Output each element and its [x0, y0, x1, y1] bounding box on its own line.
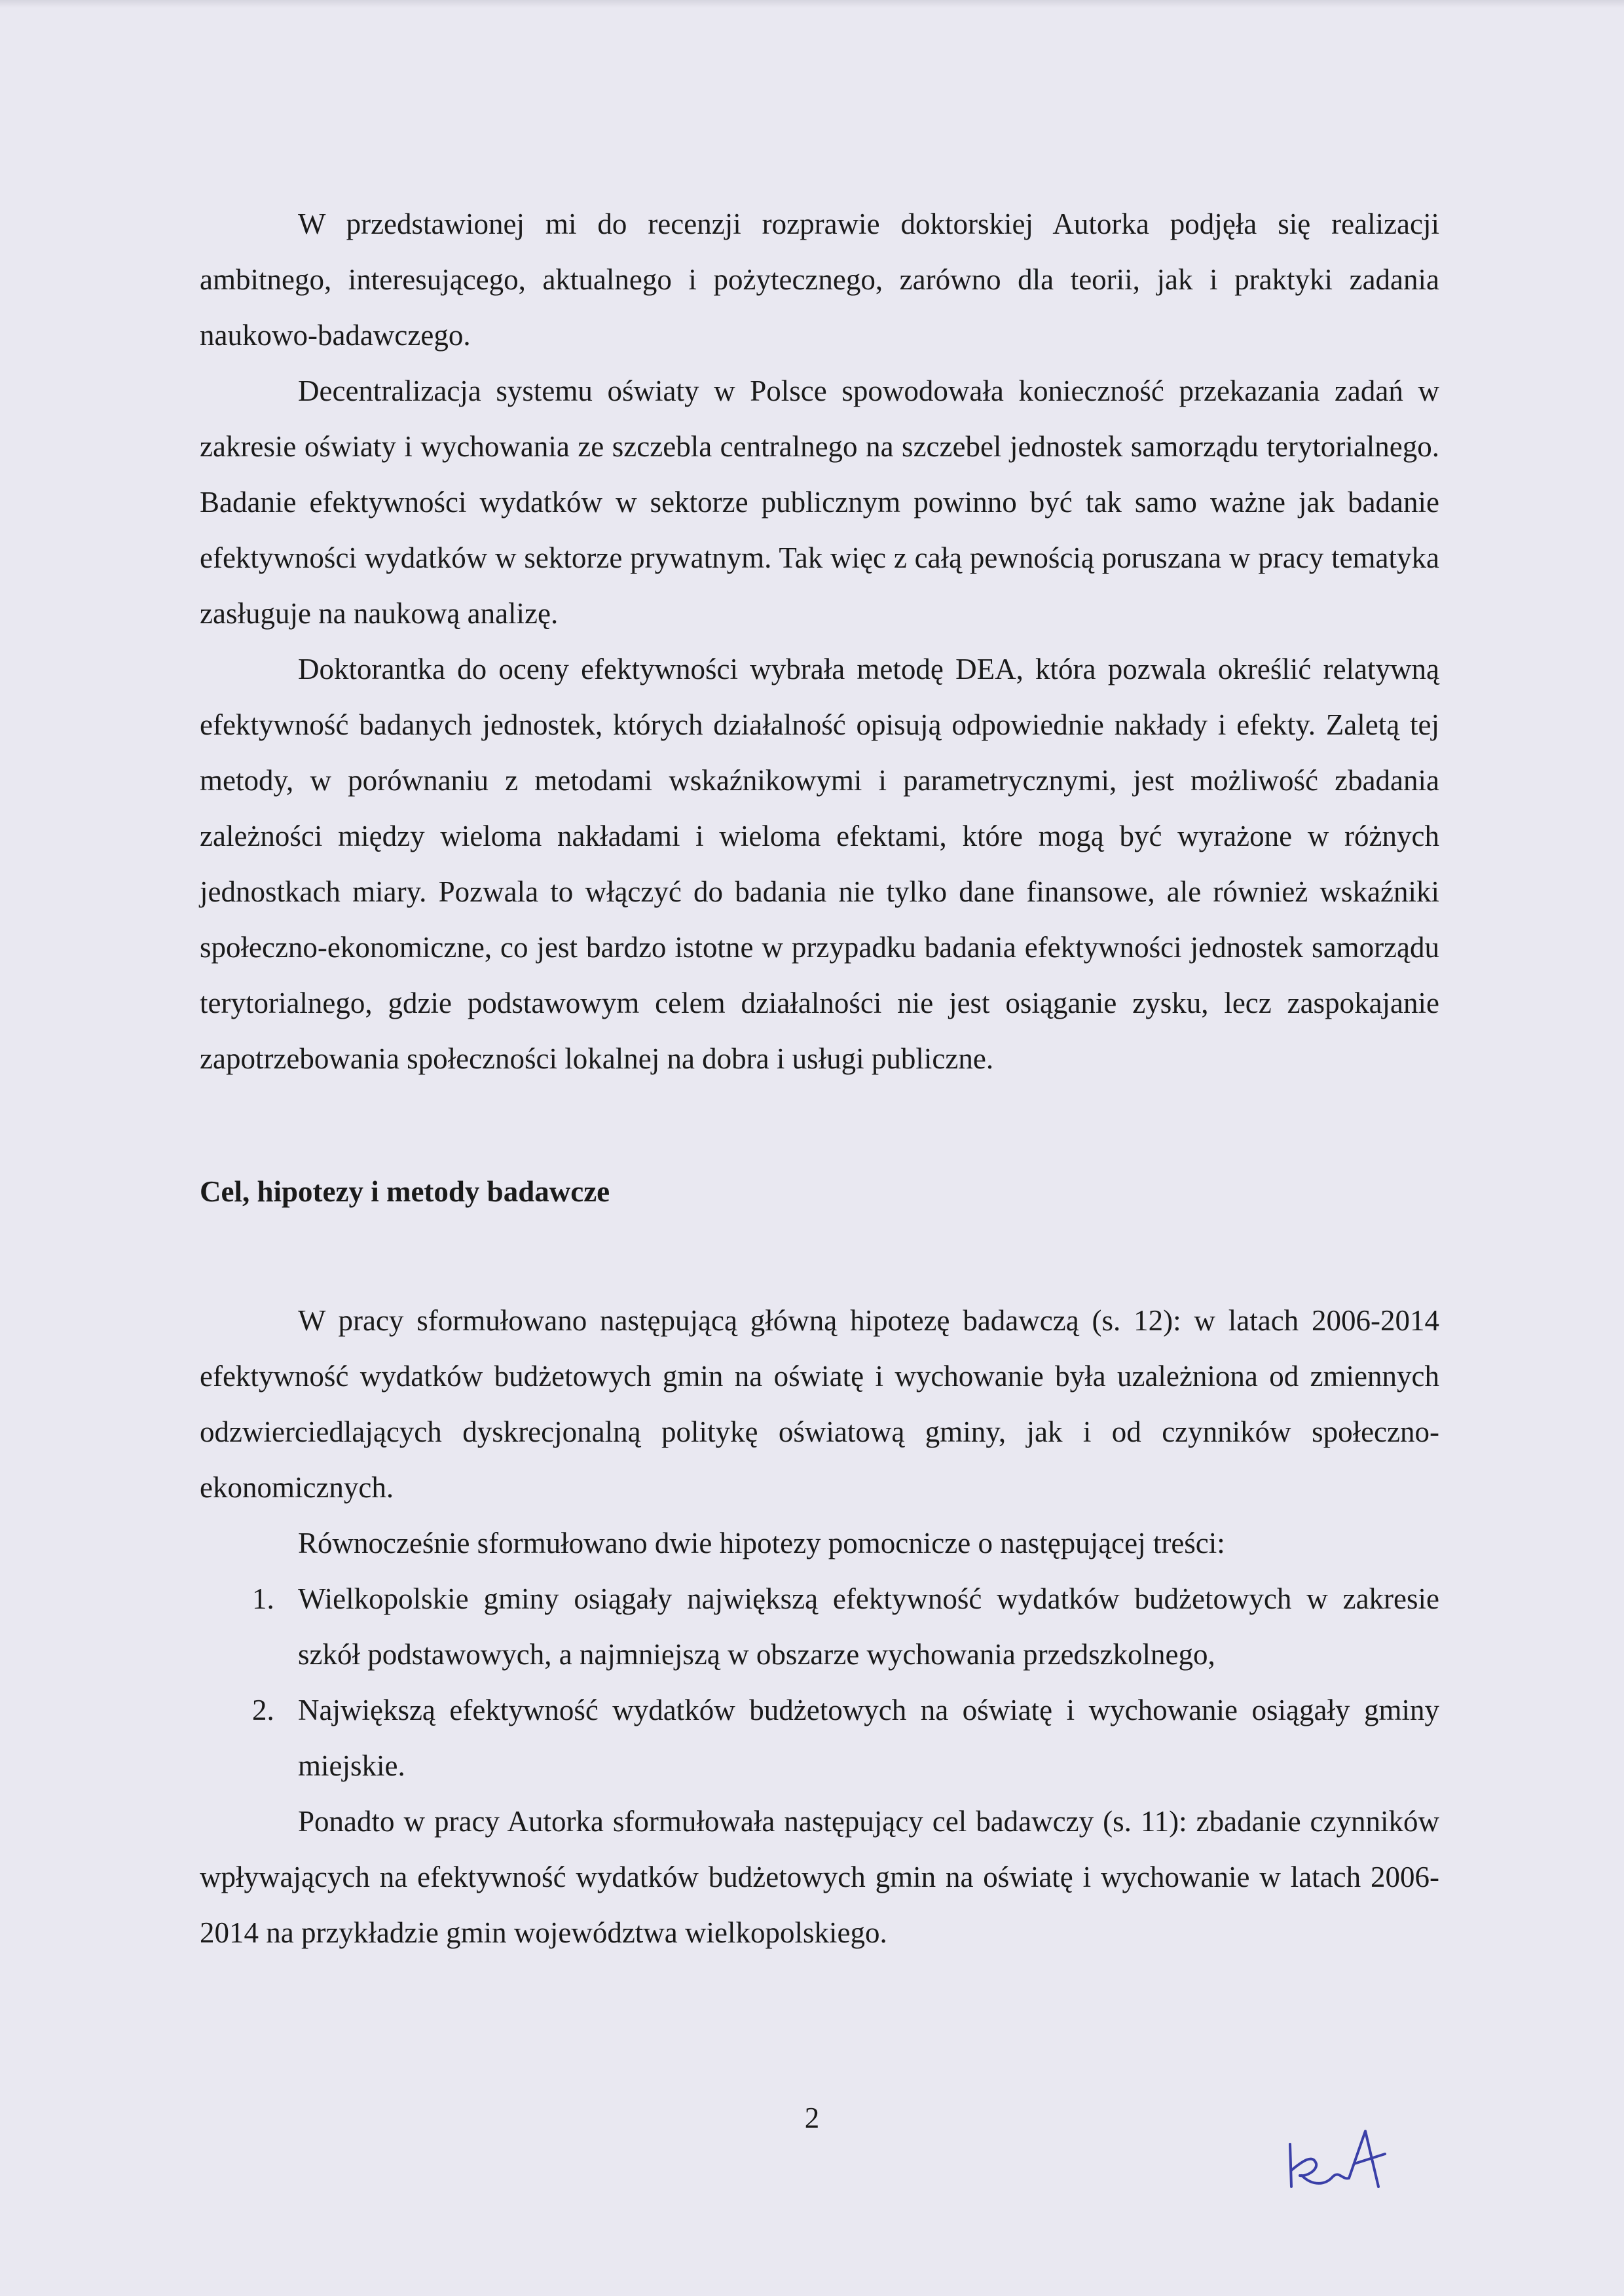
hypotheses-list: [200, 1571, 1439, 1794]
list-item: [200, 1571, 1439, 1683]
aux-hypotheses-intro: Równocześnie sformułowano dwie hipotezy pomocnicze o następującej treści:: [298, 1527, 1225, 1559]
list-item-number: 2.: [252, 1694, 274, 1726]
page-number: 2: [804, 2102, 820, 2134]
list-item-number: 1.: [252, 1582, 274, 1615]
page-content: [200, 196, 1439, 1961]
intro-paragraph-2: Decentralizacja systemu oświaty w Polsce spowodowała konieczność przekazania zadań w zakresie oświaty i wychowania ze szczebla centralnego na szczebel jednostek samorządu terytorialnego. Badanie efektywności wydatków w sektorze publicznym powinno być tak samo ważne jak badanie efektywności wydatków w sektorze prywatnym. Tak więc z całą pewnością poruszana w pracy tematyka zasługuje na naukową analizę.: [200, 374, 1439, 630]
handwritten-signature: [1277, 2124, 1395, 2196]
list-item: [200, 1683, 1439, 1794]
main-hypothesis-paragraph: W pracy sformułowano następującą główną hipotezę badawczą (s. 12): w latach 2006-2014 efektywność wydatków budżetowych gmin na oświatę i wychowanie była uzależniona od zmiennych odzwierciedlających dyskrecjonalną politykę oświatową gminy, jak i od czynników społeczno-ekonomicznych.: [200, 1304, 1439, 1504]
list-item-text: Wielkopolskie gminy osiągały największą efektywność wydatków budżetowych w zakresie szkół podstawowych, a najmniejszą w obszarze wychowania przedszkolnego,: [298, 1582, 1439, 1671]
list-item-text: Największą efektywność wydatków budżetowych na oświatę i wychowanie osiągały gminy miejskie.: [298, 1694, 1439, 1782]
scan-edge: [0, 0, 1624, 8]
research-goal-paragraph: Ponadto w pracy Autorka sformułowała następujący cel badawczy (s. 11): zbadanie czynników wpływających na efektywność wydatków budżetowych gmin na oświatę i wychowanie w latach 2006-2014 na przykładzie gmin województwa wielkopolskiego.: [200, 1805, 1439, 1949]
intro-paragraph-3: Doktorantka do oceny efektywności wybrała metodę DEA, która pozwala określić relatywną efektywność badanych jednostek, których działalność opisują odpowiednie nakłady i efekty. Zaletą tej metody, w porównaniu z metodami wskaźnikowymi i parametrycznymi, jest możliwość zbadania zależności między wieloma nakładami i wieloma efektami, które mogą być wyrażone w różnych jednostkach miary. Pozwala to włączyć do badania nie tylko dane finansowe, ale również wskaźniki społeczno-ekonomiczne, co jest bardzo istotne w przypadku badania efektywności jednostek samorządu terytorialnego, gdzie podstawowym celem działalności nie jest osiąganie zysku, lecz zaspokajanie zapotrzebowania społeczności lokalnej na dobra i usługi publiczne.: [200, 653, 1439, 1075]
intro-paragraph-1: W przedstawionej mi do recenzji rozprawie doktorskiej Autorka podjęła się realizacji ambitnego, interesującego, aktualnego i pożytecznego, zarówno dla teorii, jak i praktyki zadania naukowo-badawczego.: [200, 208, 1439, 352]
section-heading: Cel, hipotezy i metody badawcze: [200, 1175, 610, 1208]
